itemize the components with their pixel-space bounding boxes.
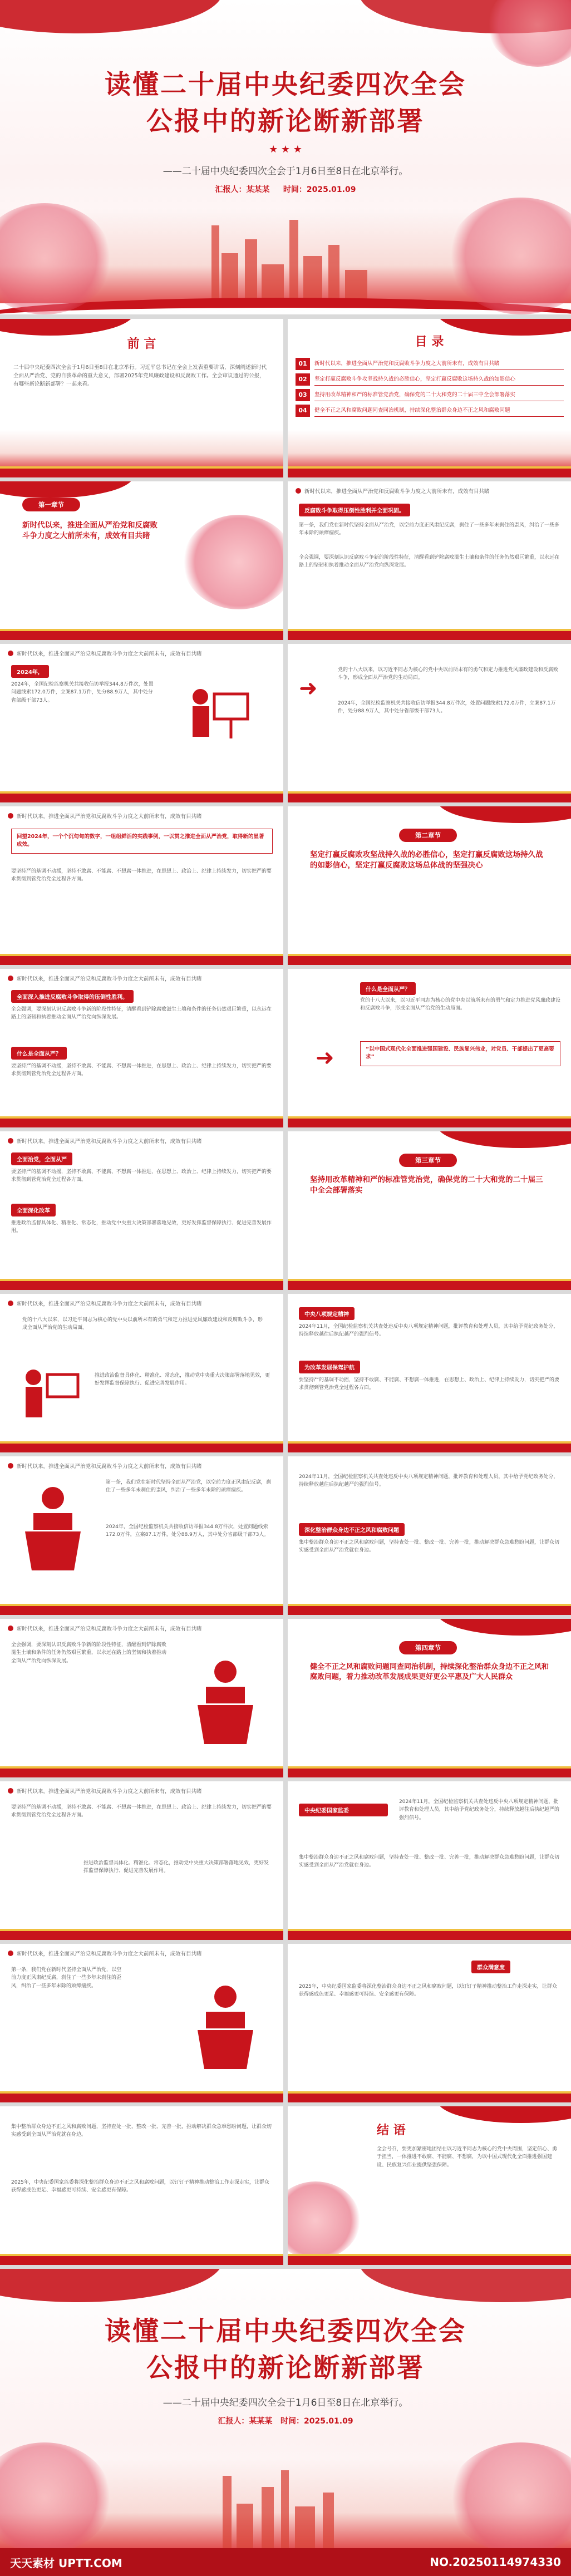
text-p6: 2024年11月，全国纪检监察机关共查处违反中央八项规定精神问题，批评教育和处理人员，其中给予党纪政务处分，持续释放越往后执纪越严的强烈信号。 [299, 1324, 559, 1338]
text-p1: 第一条，我们党在新时代坚持全面从严治党，以空前力度正风肃纪反腐，刹住了一些多年未刹住的歪风，纠治了一些多年未除的顽瘴痼疾。 [299, 523, 560, 536]
arrow-icon: ➜ [299, 676, 318, 701]
chapter1-slide [0, 481, 283, 640]
speaker-podium-icon-3 [184, 1977, 267, 2072]
toc-item-2[interactable]: 02 坚定打赢反腐败斗争攻坚战持久战的必胜信心，坚定打赢反腐败这场持久战的如影信心 [296, 373, 564, 386]
cover-title-line2: 公报中的新论断新部署 [146, 106, 425, 137]
content-slide-3 [288, 644, 571, 802]
ending-title: 结 语 [377, 2124, 406, 2137]
chapter3-title: 坚持用改革精神和严的标准管党治党，确保党的二十大和党的二十届三中全会部署落实 [310, 1175, 543, 1195]
toc-item-4[interactable]: 04 健全不正之风和腐败问题同查同治机制，持续深化整治群众身边不正之风和腐败问题 [296, 405, 564, 417]
content-slide-9 [288, 1294, 571, 1452]
ending-slide [288, 2106, 571, 2265]
toc-slide [288, 319, 571, 477]
content-slide-1 [288, 481, 571, 640]
text-p4c: 党的十八大以来，以习近平同志为核心的党中央以前所未有的勇气和定力推进党风廉政建设和反腐败斗争，形成全面从严治党的生动局面。 [22, 1317, 263, 1331]
text-p5b: 要坚持严的基调不动摇，坚持不敢腐、不能腐、不想腐一体推进，在思想上、政治上、纪律上持续发力，切实把严的要求贯彻到管党治党全过程各方面。 [11, 1063, 272, 1077]
cover-subtitle: ——二十届中央纪委四次全会于1月6日至8日在北京举行。 [163, 166, 408, 177]
text-p7c: 推进政治监督具体化、精准化、常态化，推动党中央重大决策部署落地见效，更好发挥监督保障执行、促进完善发展作用。 [83, 1860, 269, 1874]
text-p2: 2024年，全国纪检监察机关共接收信访举报344.8万件次，处置问题线索172.0万件，立案87.1万件，处分88.9万人，其中处分省部级干部73人。 [11, 682, 154, 703]
closing-title-line1: 读懂二十届中央纪委四次全会 [105, 2316, 466, 2347]
content-slide-13: 新时代以来，推进全面从严治党和反腐败斗争力度之大前所未有，成效有目共睹 要坚持严的基调不动摇，坚持不敢腐、不能腐、不想腐一体推进，在思想上、政治上、纪律上持续发力，切实把严的要求贯彻到管党治党全过程各方面。 推进政治监督具体化、精准化、常态化，推动党中央重大决策部署落地见效，更好发挥监督保障执行、促进完善发展作用。 [0, 1781, 283, 1940]
preface-body: 二十届中央纪委四次全会于1月6日至8日在北京举行。习近平总书记在全会上发表重要讲话，深刻阐述新时代全面从严治党、党的自我革命的重大意义，部署2025年党风廉政建设和反腐败工作。全会审议通过的公报，有哪些新论断新部署？一起来看。 [13, 365, 267, 388]
closing-meta: 汇报人：某某某 时间：2025.01.09 [218, 2417, 353, 2426]
text-p8b: 集中整治群众身边不正之风和腐败问题，坚持查处一批、整改一批、完善一批，推动解决群众急难愁盼问题，让群众切实感受到全面从严治党就在身边。 [299, 1855, 560, 1869]
content-slide-14 [288, 1781, 571, 1940]
cover-slide-bottom [0, 2269, 571, 2576]
chapter1-tag: 第一章节 [22, 498, 80, 511]
tag-a: 反腐败斗争取得压倒性胜利并全面巩固。 [299, 504, 410, 516]
content-slide-4: 新时代以来，推进全面从严治党和反腐败斗争力度之大前所未有，成效有目共睹 回望2024年，一个个沉甸甸的数字，一组组鲜活的实践事例，一以贯之推进全面从严治党，取得新的显著成效。 要坚持严的基调不动摇，坚持不敢腐、不能腐、不想腐一体推进，在思想上、政治上、纪律上持续发力，切实把严的要求贯彻到管党治党全过程各方面。 [0, 806, 283, 965]
chapter2-title: 坚定打赢反腐败攻坚战持久战的必胜信心，坚定打赢反腐败这场持久战的如影信心，坚定打赢反腐败这场总体战的坚强决心 [310, 850, 543, 870]
speaker-podium-icon-2 [184, 1652, 267, 1747]
closing-title-block [0, 2313, 571, 2426]
text-p1c: 第一条，我们党在新时代坚持全面从严治党，以空前力度正风肃纪反腐，刹住了一些多年未刹住的歪风，纠治了一些多年未除的顽瘴痼疾。 [11, 1967, 122, 1989]
chapter3-tag: 第三章节 [399, 1154, 457, 1167]
tag-g: 中央八项规定精神 [299, 1307, 355, 1320]
cover-slide-top [0, 0, 571, 314]
tag-i: 深化整治群众身边不正之风和腐败问题 [299, 1523, 405, 1536]
chapter2-slide [288, 806, 571, 965]
tag-h: 为改革发展保驾护航 [299, 1361, 360, 1373]
text-p4b: 党的十八大以来，以习近平同志为核心的党中央以前所未有的勇气和定力推进党风廉政建设和反腐败斗争，形成全面从严治党的生动局面。 [360, 998, 561, 1012]
text-p4: 党的十八大以来，以习近平同志为核心的党中央以前所未有的勇气和定力推进党风廉政建设和反腐败斗争，形成全面从严治党的生动局面。 [338, 667, 559, 681]
chapter3-slide [288, 1131, 571, 1290]
cover-title-block [0, 67, 571, 195]
tag-k: 群众满意度 [471, 1961, 510, 1973]
content-slide-16 [288, 1944, 571, 2102]
text-p6c: 2024年11月，全国纪检监察机关共查处违反中央八项规定精神问题，批评教育和处理人员，其中给予党纪政务处分，持续释放越往后执纪越严的强烈信号。 [399, 1799, 560, 1821]
box-b: “以中国式现代化全面推进强国建设、民族复兴伟业，对党员、干部提出了更高要求” [360, 1041, 560, 1066]
closing-title-line2: 公报中的新论断新部署 [146, 2353, 425, 2383]
cover-stars: ★ ★ ★ [269, 144, 302, 155]
peony-decoration [488, 0, 571, 67]
preface-heading: 前 言 [127, 337, 156, 351]
chapter1-title: 新时代以来，推进全面从严治党和反腐败斗争力度之大前所未有，成效有目共睹 [22, 521, 157, 540]
chapter4-slide [288, 1619, 571, 1777]
toc-item-1[interactable]: 01 新时代以来，推进全面从严治党和反腐败斗争力度之大前所未有，成效有目共睹 [296, 358, 564, 370]
chapter4-title: 健全不正之风和腐败问题同查同治机制，持续深化整治群众身边不正之风和腐败问题，着力推动改革发展成果更好更公平惠及广大人民群众 [310, 1663, 549, 1682]
box-a: 回望2024年，一个个沉甸甸的数字，一组组鲜活的实践事例，一以贯之推进全面从严治党，取得新的显著成效。 [11, 829, 273, 854]
tag-d: 什么是全面从严？ [11, 1047, 67, 1060]
text-p8c: 集中整治群众身边不正之风和腐败问题，坚持查处一批、整改一批、完善一批，推动解决群众急难愁盼问题，让群众切实感受到全面从严治党就在身边。 [11, 2124, 272, 2138]
text-p2b: 2024年，全国纪检监察机关共接收信访举报344.8万件次，处置问题线索172.0万件，立案87.1万件，处分88.9万人，其中处分省部级干部73人。 [338, 701, 556, 715]
content-slide-2: 新时代以来，推进全面从严治党和反腐败斗争力度之大前所未有，成效有目共睹 2024年， 2024年，全国纪检监察机关共接收信访举报344.8万件次，处置问题线索172.0万件，立案87.1万件，处分88.9万人，其中处分省部级干部73人。 [0, 644, 283, 802]
tag-d2: 什么是全面从严？ [360, 982, 416, 995]
toc-item-3[interactable]: 03 坚持用改革精神和严的标准管党治党，确保党的二十大和党的二十届三中全会部署落实 [296, 389, 564, 401]
cover-title-line1: 读懂二十届中央纪委四次全会 [105, 70, 466, 100]
tag-c: 全面深入推进反腐败斗争取得的压倒性胜利。 [11, 990, 134, 1003]
text-p5c: 要坚持严的基调不动摇，坚持不敢腐、不能腐、不想腐一体推进，在思想上、政治上、纪律上持续发力，切实把严的要求贯彻到管党治党全过程各方面。 [11, 1169, 272, 1183]
arrow-icon-2: ➜ [316, 1045, 334, 1071]
text-p3b: 全会强调，要深刻认识反腐败斗争新的阶段性特征，清醒看到铲除腐败滋生土壤和条件的任务仍然艰巨繁重，以永远在路上的坚韧和执着推动全面从严治党向纵深发展。 [11, 1007, 272, 1021]
text-p3: 全会强调，要深刻认识反腐败斗争新的阶段性特征，清醒看到铲除腐败滋生土壤和条件的任务仍然艰巨繁重，以永远在路上的坚韧和执着推动全面从严治党向纵深发展。 [299, 555, 560, 569]
text-p5d: 要坚持严的基调不动摇，坚持不敢腐、不能腐、不想腐一体推进，在思想上、政治上、纪律上持续发力，切实把严的要求贯彻到管党治党全过程各方面。 [299, 1377, 560, 1391]
text-p5: 要坚持严的基调不动摇，坚持不敢腐、不能腐、不想腐一体推进，在思想上、政治上、纪律上持续发力，切实把严的要求贯彻到管党治党全过程各方面。 [11, 869, 272, 883]
text-p5e: 要坚持严的基调不动摇，坚持不敢腐、不能腐、不想腐一体推进，在思想上、政治上、纪律上持续发力，切实把严的要求贯彻到管党治党全过程各方面。 [11, 1805, 272, 1819]
top-ribbon-left [0, 0, 223, 33]
content-slide-15: 新时代以来，推进全面从严治党和反腐败斗争力度之大前所未有，成效有目共睹 第一条，我们党在新时代坚持全面从严治党，以空前力度正风肃纪反腐，刹住了一些多年未刹住的歪风，纠治了一些多年未除的顽瘴痼疾。 [0, 1944, 283, 2102]
text-p3c: 全会强调，要深刻认识反腐败斗争新的阶段性特征，清醒看到铲除腐败滋生土壤和条件的任务仍然艰巨繁重，以永远在路上的坚韧和执着推动全面从严治党向纵深发展。 [11, 1642, 167, 1664]
content-slide-5: 新时代以来，推进全面从严治党和反腐败斗争力度之大前所未有，成效有目共睹 全面深入推进反腐败斗争取得的压倒性胜利。 全会强调，要深刻认识反腐败斗争新的阶段性特征，清醒看到铲除腐败滋生土壤和条件的任务仍然艰巨繁重，以永远在路上的坚韧和执着推动全面从严治党向纵深发展。 什么是全面从严？ 要坚持严的基调不动摇，坚持不敢腐、不能腐、不想腐一体推进，在思想上、政治上、纪律上持续发力，切实把严的要求贯彻到管党治党全过程各方面。 [0, 969, 283, 1127]
text-p9: 2025年，中央纪委国家监委将深化整治群众身边不正之风和腐败问题，以钉钉子精神推动整治工作走深走实，让群众获得感成色更足、幸福感更可持续、安全感更有保障。 [299, 1984, 557, 1998]
watermark-bar [0, 2548, 571, 2576]
text-p6b: 2024年11月，全国纪检监察机关共查处违反中央八项规定精神问题，批评教育和处理人员，其中给予党纪政务处分，持续释放越往后执纪越严的强烈信号。 [299, 1474, 559, 1488]
tag-j: 中央纪委国家监委 [299, 1804, 388, 1816]
text-p7b: 推进政治监督具体化、精准化、常态化，推动党中央重大决策部署落地见效，更好发挥监督保障执行、促进完善发展作用。 [95, 1373, 270, 1387]
cover-reporter: 汇报人：某某某 [215, 185, 270, 194]
content-slide-6 [288, 969, 571, 1127]
text-p7: 推进政治监督具体化、精准化、常态化，推动党中央重大决策部署落地见效，更好发挥监督保障执行、促进完善发展作用。 [11, 1220, 272, 1234]
content-slide-17 [0, 2106, 283, 2265]
content-slide-10: 新时代以来，推进全面从严治党和反腐败斗争力度之大前所未有，成效有目共睹 第一条，我们党在新时代坚持全面从严治党，以空前力度正风肃纪反腐，刹住了一些多年未刹住的歪风，纠治了一些多年未除的顽瘴痼疾。 2024年，全国纪检监察机关共接收信访举报344.8万件次，处置问题线索172.0万件，立案87.1万件，处分88.9万人，其中处分省部级干部73人。 [0, 1456, 283, 1615]
chapter4-tag: 第四章节 [399, 1641, 457, 1654]
content-slide-11 [288, 1456, 571, 1615]
text-p9b: 2025年，中央纪委国家监委将深化整治群众身边不正之风和腐败问题，以钉钉子精神推动整治工作走深走实，让群众获得感成色更足、幸福感更可持续、安全感更有保障。 [11, 2180, 269, 2194]
cover-date: 时间：2025.01.09 [283, 185, 356, 194]
toc-heading: 目 录 [415, 335, 444, 349]
closing-subtitle: ——二十届中央纪委四次全会于1月6日至8日在北京举行。 [163, 2397, 408, 2408]
text-p2c: 2024年，全国纪检监察机关共接收信访举报344.8万件次，处置问题线索172.0万件，立案87.1万件，处分88.9万人，其中处分省部级干部73人。 [106, 1524, 269, 1538]
tag-b: 2024年， [11, 665, 49, 678]
preface-slide [0, 319, 283, 477]
text-p1b: 第一条，我们党在新时代坚持全面从严治党，以空前力度正风肃纪反腐，刹住了一些多年未刹住的歪风，纠治了一些多年未除的顽瘴痼疾。 [106, 1480, 272, 1494]
text-p10: 全会号召，要更加紧密地团结在以习近平同志为核心的党中央周围，坚定信心、勇于担当，一体推进不敢腐、不能腐、不想腐，为以中国式现代化全面推进强国建设、民族复兴伟业提供坚强保障。 [377, 2146, 558, 2168]
tag-e: 全面治党，全面从严 [11, 1152, 72, 1165]
content-slide-7: 新时代以来，推进全面从严治党和反腐败斗争力度之大前所未有，成效有目共睹 全面治党，全面从严 要坚持严的基调不动摇，坚持不敢腐、不能腐、不想腐一体推进，在思想上、政治上、纪律上持续发力，切实把严的要求贯彻到管党治党全过程各方面。 全面深化改革 推进政治监督具体化、精准化、常态化，推动党中央重大决策部署落地见效，更好发挥监督保障执行、促进完善发展作用。 [0, 1131, 283, 1290]
watermark-right: NO.20250114974330 [430, 2555, 561, 2569]
content-slide-12: 新时代以来，推进全面从严治党和反腐败斗争力度之大前所未有，成效有目共睹 全会强调，要深刻认识反腐败斗争新的阶段性特征，清醒看到铲除腐败滋生土壤和条件的任务仍然艰巨繁重，以永远在路上的坚韧和执着推动全面从严治党向纵深发展。 [0, 1619, 283, 1777]
cover-meta [0, 184, 571, 195]
tag-f: 全面深化改革 [11, 1204, 56, 1216]
slide-label: 新时代以来，推进全面从严治党和反腐败斗争力度之大前所未有，成效有目共睹 [296, 487, 490, 495]
content-slide-8: 新时代以来，推进全面从严治党和反腐败斗争力度之大前所未有，成效有目共睹 党的十八大以来，以习近平同志为核心的党中央以前所未有的勇气和定力推进党风廉政建设和反腐败斗争，形成全面从严治党的生动局面。 推进政治监督具体化、精准化、常态化，推动党中央重大决策部署落地见效，更好发挥监督保障执行、促进完善发展作用。 [0, 1294, 283, 1452]
watermark-left: 天天素材 UPTT.COM [10, 2556, 122, 2570]
text-p8: 集中整治群众身边不正之风和腐败问题，坚持查处一批、整改一批、完善一批，推动解决群众急难愁盼问题，让群众切实感受到全面从严治党就在身边。 [299, 1540, 560, 1554]
presenter-board-icon [184, 677, 256, 750]
speaker-podium-icon [11, 1479, 95, 1573]
presenter-board-icon-2 [17, 1361, 83, 1422]
chapter2-tag: 第二章节 [399, 829, 457, 842]
